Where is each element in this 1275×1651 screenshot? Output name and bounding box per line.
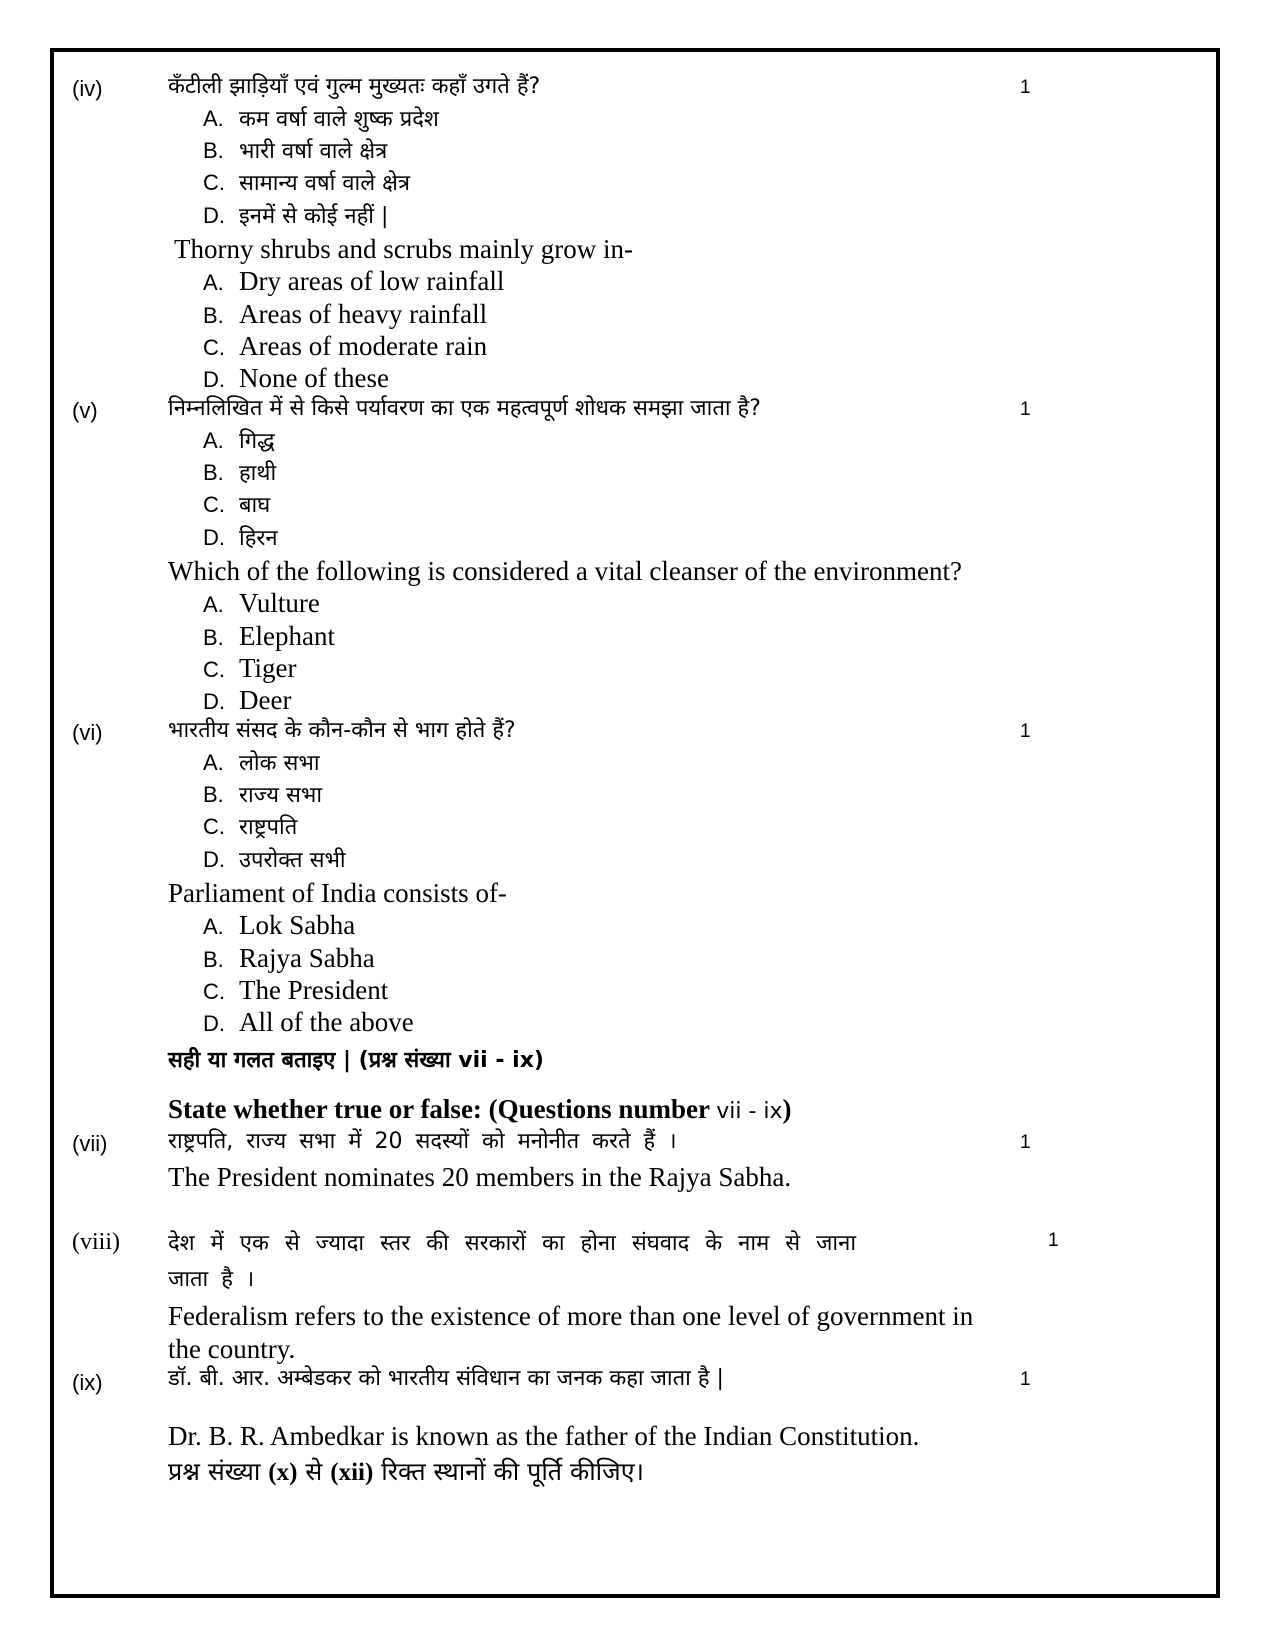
question-text-english: Parliament of India consists of- [168,878,507,908]
option-c-english: C. Tiger [203,653,297,683]
option-c-hindi: C. बाघ [203,492,271,518]
statement-text-hindi: राष्ट्रपति, राज्य सभा में 20 सदस्यों को मनोनीत करते हैं । [168,1129,677,1154]
statement-text-hindi: डॉ. बी. आर. अम्बेडकर को भारतीय संविधान का जनक कहा जाता है | [168,1366,724,1391]
question-number: (iv) [72,76,103,101]
question-number: (vii) [72,1131,108,1156]
question-number: (viii) [72,1229,120,1255]
option-c-hindi: C. सामान्य वर्षा वाले क्षेत्र [203,170,411,196]
true-false-heading-hindi: सही या गलत बताइए | (प्रश्न संख्या vii - ix) [168,1048,544,1073]
option-a-hindi: A. लोक सभा [203,750,320,776]
marks: 1 [1020,1369,1031,1390]
statement-text-english-line2: the country. [168,1334,296,1364]
option-a-hindi: A. गिद्ध [203,428,275,454]
statement-text-english: The President nominates 20 members in the Rajya Sabha. [168,1162,792,1192]
option-d-english: D. Deer [203,685,292,715]
statement-text-hindi-line1: देश में एक से ज्यादा स्तर की सरकारों का होना संघवाद के नाम से जाना [168,1231,857,1256]
option-a-hindi: A. कम वर्षा वाले शुष्क प्रदेश [203,106,439,132]
question-number: (v) [72,398,98,423]
question-number: (ix) [72,1370,103,1395]
option-a-english: A. Vulture [203,588,320,618]
marks: 1 [1020,399,1031,420]
option-a-english: A. Dry areas of low rainfall [203,266,505,296]
option-c-english: C. Areas of moderate rain [203,331,488,361]
option-d-english: D. All of the above [203,1007,414,1037]
option-d-hindi: D. उपरोक्त सभी [203,847,346,873]
option-d-hindi: D. इनमें से कोई नहीं | [203,203,389,229]
question-text-hindi: निम्नलिखित में से किसे पर्यावरण का एक महत्वपूर्ण शोधक समझा जाता है? [168,396,761,421]
marks: 1 [1020,77,1031,98]
question-number: (vi) [72,720,103,745]
option-b-english: B. Elephant [203,621,335,651]
true-false-heading-english: State whether true or false: (Questions number vii - ix) [168,1094,792,1124]
statement-text-english: Dr. B. R. Ambedkar is known as the father of the Indian Constitution. [168,1421,920,1451]
option-b-hindi: B. राज्य सभा [203,782,323,808]
option-b-english: B. Areas of heavy rainfall [203,299,488,329]
marks: 1 [1020,1132,1031,1153]
option-d-hindi: D. हिरन [203,525,278,551]
statement-text-english-line1: Federalism refers to the existence of more than one level of government in [168,1301,974,1331]
option-d-english: D. None of these [203,363,389,393]
marks: 1 [1020,721,1031,742]
option-b-hindi: B. हाथी [203,460,277,486]
marks: 1 [1048,1230,1059,1251]
option-b-english: B. Rajya Sabha [203,943,375,973]
option-b-hindi: B. भारी वर्षा वाले क्षेत्र [203,138,388,164]
fill-blanks-heading: प्रश्न संख्या (x) से (xii) रिक्त स्थानों की पूर्ति कीजिए। [168,1457,645,1486]
option-a-english: A. Lok Sabha [203,910,356,940]
question-text-hindi: कँटीली झाड़ियाँ एवं गुल्म मुख्यतः कहाँ उगते हैं? [168,74,541,99]
statement-text-hindi-line2: जाता है । [168,1267,255,1292]
option-c-english: C. The President [203,975,389,1005]
question-text-hindi: भारतीय संसद के कौन-कौन से भाग होते हैं? [168,718,516,743]
question-text-english: Which of the following is considered a vital cleanser of the environment? [168,556,962,586]
question-text-english: Thorny shrubs and scrubs mainly grow in- [174,234,633,264]
option-c-hindi: C. राष्ट्रपति [203,814,298,840]
